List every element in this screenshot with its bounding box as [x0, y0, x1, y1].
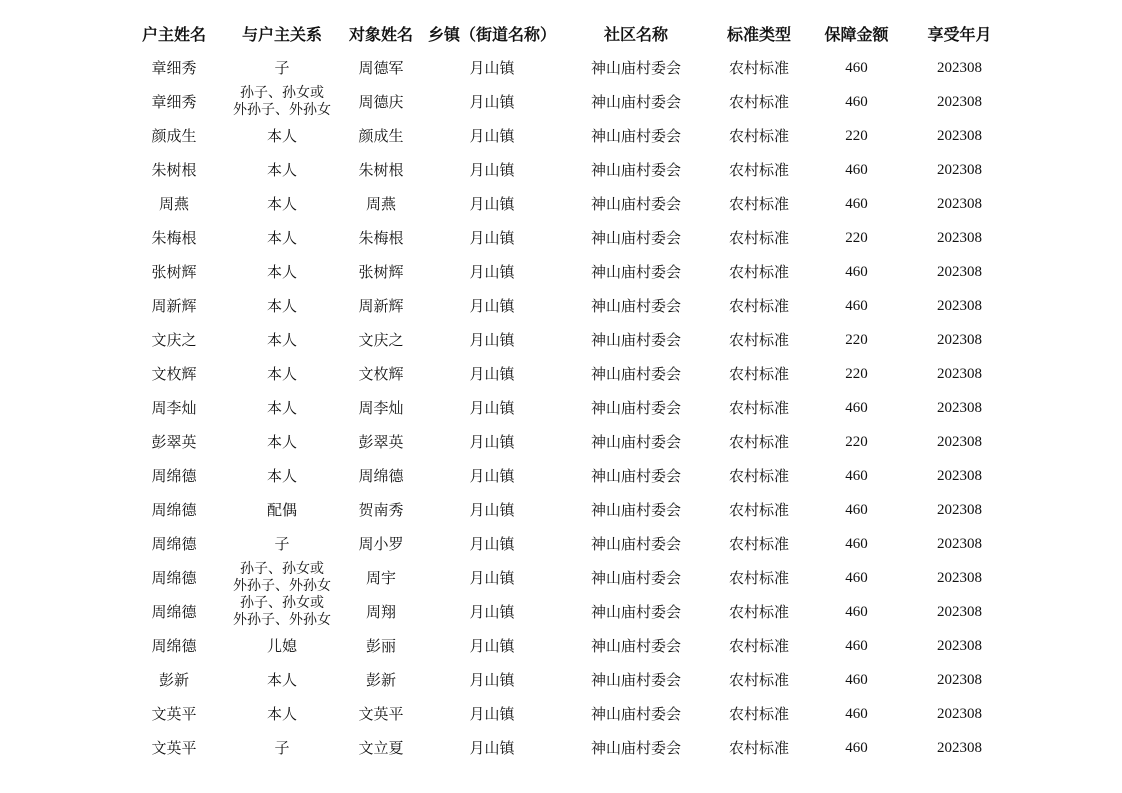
cell-relationship: 本人 — [266, 364, 297, 383]
cell-relationship: 子 — [274, 58, 290, 77]
cell-householder-name: 章细秀 — [151, 58, 197, 77]
cell-standard-type: 农村标准 — [728, 126, 789, 145]
cell-householder-name: 章细秀 — [151, 92, 197, 111]
cell-township: 月山镇 — [469, 126, 515, 145]
column-header-relationship: 与户主关系 — [241, 24, 322, 44]
cell-householder-name: 周绵德 — [151, 534, 197, 553]
cell-householder-name: 朱树根 — [151, 160, 197, 179]
cell-community: 神山庙村委会 — [590, 704, 681, 723]
cell-standard-type: 农村标准 — [728, 92, 789, 111]
cell-relationship: 孙子、孙女或 外孙子、外孙女 — [233, 561, 331, 594]
cell-recipient-name: 周新辉 — [358, 296, 404, 315]
cell-householder-name: 朱梅根 — [151, 228, 197, 247]
cell-township: 月山镇 — [469, 92, 515, 111]
column-header-householder-name: 户主姓名 — [141, 24, 206, 44]
cell-standard-type: 农村标准 — [728, 432, 789, 451]
cell-amount: 220 — [845, 365, 868, 382]
cell-start-month: 202308 — [937, 467, 982, 484]
table-row — [120, 595, 1010, 629]
cell-standard-type: 农村标准 — [728, 364, 789, 383]
cell-township: 月山镇 — [469, 160, 515, 179]
cell-community: 神山庙村委会 — [590, 602, 681, 621]
table-row — [120, 697, 1010, 731]
table-row — [120, 255, 1010, 289]
table-row — [120, 51, 1010, 85]
cell-recipient-name: 彭翠英 — [358, 432, 404, 451]
table-row — [120, 731, 1010, 765]
cell-community: 神山庙村委会 — [590, 500, 681, 519]
cell-community: 神山庙村委会 — [590, 466, 681, 485]
cell-amount: 460 — [845, 569, 868, 586]
table-row — [120, 561, 1010, 595]
table-row — [120, 119, 1010, 153]
cell-community: 神山庙村委会 — [590, 296, 681, 315]
cell-relationship: 儿媳 — [266, 636, 297, 655]
cell-township: 月山镇 — [469, 670, 515, 689]
cell-householder-name: 颜成生 — [151, 126, 197, 145]
cell-relationship: 本人 — [266, 126, 297, 145]
table-row — [120, 459, 1010, 493]
cell-householder-name: 周绵德 — [151, 466, 197, 485]
cell-township: 月山镇 — [469, 602, 515, 621]
cell-standard-type: 农村标准 — [728, 704, 789, 723]
cell-householder-name: 彭新 — [158, 670, 189, 689]
cell-amount: 220 — [845, 331, 868, 348]
cell-standard-type: 农村标准 — [728, 398, 789, 417]
cell-township: 月山镇 — [469, 194, 515, 213]
cell-standard-type: 农村标准 — [728, 738, 789, 757]
cell-recipient-name: 周德庆 — [358, 92, 404, 111]
table-row — [120, 153, 1010, 187]
cell-start-month: 202308 — [937, 297, 982, 314]
cell-recipient-name: 朱梅根 — [358, 228, 404, 247]
cell-recipient-name: 文立夏 — [358, 738, 404, 757]
cell-township: 月山镇 — [469, 636, 515, 655]
cell-householder-name: 周新辉 — [151, 296, 197, 315]
cell-householder-name: 周绵德 — [151, 568, 197, 587]
table-row — [120, 527, 1010, 561]
cell-standard-type: 农村标准 — [728, 602, 789, 621]
cell-recipient-name: 文枚辉 — [358, 364, 404, 383]
cell-relationship: 本人 — [266, 466, 297, 485]
column-header-township: 乡镇（街道名称） — [427, 24, 556, 44]
cell-township: 月山镇 — [469, 228, 515, 247]
cell-start-month: 202308 — [937, 501, 982, 518]
cell-amount: 460 — [845, 535, 868, 552]
cell-township: 月山镇 — [469, 262, 515, 281]
cell-relationship: 本人 — [266, 160, 297, 179]
cell-relationship: 本人 — [266, 228, 297, 247]
cell-start-month: 202308 — [937, 365, 982, 382]
cell-township: 月山镇 — [469, 738, 515, 757]
cell-relationship: 子 — [274, 534, 290, 553]
cell-start-month: 202308 — [937, 671, 982, 688]
cell-amount: 460 — [845, 637, 868, 654]
cell-relationship: 孙子、孙女或 外孙子、外孙女 — [233, 85, 331, 118]
cell-township: 月山镇 — [469, 704, 515, 723]
cell-start-month: 202308 — [937, 229, 982, 246]
cell-standard-type: 农村标准 — [728, 330, 789, 349]
table-row — [120, 357, 1010, 391]
cell-community: 神山庙村委会 — [590, 432, 681, 451]
cell-householder-name: 周李灿 — [151, 398, 197, 417]
cell-community: 神山庙村委会 — [590, 534, 681, 553]
table-body — [120, 51, 1010, 765]
cell-recipient-name: 贺南秀 — [358, 500, 404, 519]
cell-recipient-name: 彭新 — [365, 670, 396, 689]
cell-community: 神山庙村委会 — [590, 636, 681, 655]
cell-amount: 220 — [845, 433, 868, 450]
cell-relationship: 本人 — [266, 670, 297, 689]
cell-recipient-name: 张树辉 — [358, 262, 404, 281]
cell-start-month: 202308 — [937, 93, 982, 110]
cell-recipient-name: 周李灿 — [358, 398, 404, 417]
table-row — [120, 391, 1010, 425]
cell-standard-type: 农村标准 — [728, 670, 789, 689]
cell-township: 月山镇 — [469, 466, 515, 485]
cell-relationship: 本人 — [266, 194, 297, 213]
cell-township: 月山镇 — [469, 432, 515, 451]
column-header-amount: 保障金额 — [824, 24, 889, 44]
cell-start-month: 202308 — [937, 331, 982, 348]
cell-recipient-name: 周德军 — [358, 58, 404, 77]
cell-recipient-name: 颜成生 — [358, 126, 404, 145]
cell-relationship: 本人 — [266, 398, 297, 417]
cell-amount: 460 — [845, 93, 868, 110]
cell-township: 月山镇 — [469, 296, 515, 315]
table-row — [120, 425, 1010, 459]
cell-recipient-name: 文英平 — [358, 704, 404, 723]
cell-recipient-name: 周翔 — [365, 602, 396, 621]
cell-amount: 460 — [845, 161, 868, 178]
cell-householder-name: 周燕 — [158, 194, 189, 213]
cell-householder-name: 文庆之 — [151, 330, 197, 349]
cell-standard-type: 农村标准 — [728, 194, 789, 213]
cell-start-month: 202308 — [937, 263, 982, 280]
column-header-standard-type: 标准类型 — [726, 24, 791, 44]
cell-community: 神山庙村委会 — [590, 160, 681, 179]
table-row — [120, 629, 1010, 663]
table-header-row — [120, 17, 1010, 51]
cell-householder-name: 文英平 — [151, 704, 197, 723]
cell-community: 神山庙村委会 — [590, 330, 681, 349]
cell-start-month: 202308 — [937, 603, 982, 620]
table-row — [120, 663, 1010, 697]
cell-householder-name: 张树辉 — [151, 262, 197, 281]
cell-amount: 460 — [845, 705, 868, 722]
cell-township: 月山镇 — [469, 58, 515, 77]
table-row — [120, 493, 1010, 527]
table-row — [120, 323, 1010, 357]
cell-amount: 460 — [845, 603, 868, 620]
cell-standard-type: 农村标准 — [728, 228, 789, 247]
cell-recipient-name: 周宇 — [365, 568, 396, 587]
cell-amount: 460 — [845, 671, 868, 688]
cell-amount: 460 — [845, 263, 868, 280]
cell-standard-type: 农村标准 — [728, 636, 789, 655]
cell-relationship: 子 — [274, 738, 290, 757]
cell-householder-name: 文枚辉 — [151, 364, 197, 383]
cell-recipient-name: 周小罗 — [358, 534, 404, 553]
cell-amount: 220 — [845, 229, 868, 246]
cell-community: 神山庙村委会 — [590, 126, 681, 145]
cell-standard-type: 农村标准 — [728, 534, 789, 553]
cell-standard-type: 农村标准 — [728, 466, 789, 485]
cell-start-month: 202308 — [937, 127, 982, 144]
cell-relationship: 本人 — [266, 296, 297, 315]
cell-householder-name: 周绵德 — [151, 636, 197, 655]
cell-township: 月山镇 — [469, 534, 515, 553]
cell-amount: 460 — [845, 59, 868, 76]
cell-start-month: 202308 — [937, 705, 982, 722]
document-table — [120, 17, 1010, 765]
cell-householder-name: 文英平 — [151, 738, 197, 757]
cell-recipient-name: 周燕 — [365, 194, 396, 213]
cell-relationship: 本人 — [266, 704, 297, 723]
cell-community: 神山庙村委会 — [590, 398, 681, 417]
cell-community: 神山庙村委会 — [590, 364, 681, 383]
cell-community: 神山庙村委会 — [590, 58, 681, 77]
cell-relationship: 本人 — [266, 262, 297, 281]
cell-start-month: 202308 — [937, 433, 982, 450]
cell-township: 月山镇 — [469, 330, 515, 349]
cell-relationship: 本人 — [266, 432, 297, 451]
cell-township: 月山镇 — [469, 500, 515, 519]
cell-amount: 460 — [845, 399, 868, 416]
cell-relationship: 本人 — [266, 330, 297, 349]
cell-householder-name: 周绵德 — [151, 602, 197, 621]
cell-standard-type: 农村标准 — [728, 500, 789, 519]
column-header-start-month: 享受年月 — [927, 24, 992, 44]
cell-community: 神山庙村委会 — [590, 92, 681, 111]
column-header-community: 社区名称 — [603, 24, 668, 44]
cell-amount: 220 — [845, 127, 868, 144]
cell-community: 神山庙村委会 — [590, 262, 681, 281]
cell-amount: 460 — [845, 195, 868, 212]
cell-recipient-name: 文庆之 — [358, 330, 404, 349]
cell-householder-name: 周绵德 — [151, 500, 197, 519]
cell-recipient-name: 周绵德 — [358, 466, 404, 485]
cell-standard-type: 农村标准 — [728, 58, 789, 77]
cell-start-month: 202308 — [937, 535, 982, 552]
table-row — [120, 289, 1010, 323]
cell-start-month: 202308 — [937, 161, 982, 178]
cell-start-month: 202308 — [937, 195, 982, 212]
cell-amount: 460 — [845, 501, 868, 518]
table-row — [120, 221, 1010, 255]
cell-start-month: 202308 — [937, 569, 982, 586]
cell-standard-type: 农村标准 — [728, 568, 789, 587]
cell-standard-type: 农村标准 — [728, 160, 789, 179]
cell-community: 神山庙村委会 — [590, 738, 681, 757]
cell-relationship: 孙子、孙女或 外孙子、外孙女 — [233, 595, 331, 628]
cell-start-month: 202308 — [937, 59, 982, 76]
cell-recipient-name: 彭丽 — [365, 636, 396, 655]
cell-start-month: 202308 — [937, 637, 982, 654]
cell-recipient-name: 朱树根 — [358, 160, 404, 179]
cell-township: 月山镇 — [469, 568, 515, 587]
cell-start-month: 202308 — [937, 399, 982, 416]
cell-amount: 460 — [845, 467, 868, 484]
cell-start-month: 202308 — [937, 739, 982, 756]
cell-township: 月山镇 — [469, 364, 515, 383]
table-row — [120, 187, 1010, 221]
cell-relationship: 配偶 — [266, 500, 297, 519]
table-row — [120, 85, 1010, 119]
cell-amount: 460 — [845, 297, 868, 314]
cell-amount: 460 — [845, 739, 868, 756]
cell-standard-type: 农村标准 — [728, 296, 789, 315]
cell-township: 月山镇 — [469, 398, 515, 417]
cell-community: 神山庙村委会 — [590, 670, 681, 689]
cell-community: 神山庙村委会 — [590, 228, 681, 247]
cell-standard-type: 农村标准 — [728, 262, 789, 281]
cell-householder-name: 彭翠英 — [151, 432, 197, 451]
column-header-recipient-name: 对象姓名 — [348, 24, 413, 44]
cell-community: 神山庙村委会 — [590, 568, 681, 587]
cell-community: 神山庙村委会 — [590, 194, 681, 213]
